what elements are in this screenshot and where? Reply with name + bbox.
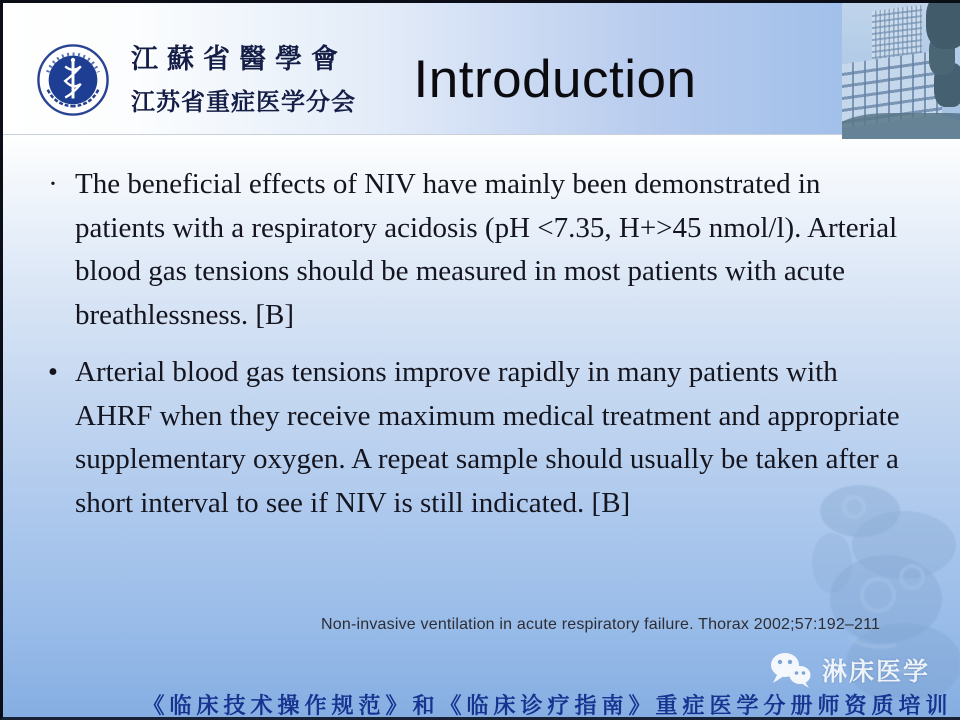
wechat-account-name: 淋床医学 [821, 658, 930, 686]
bullet-marker-icon: • [47, 356, 59, 388]
reference-citation: Non-invasive ventilation in acute respiratory failure. Thorax 2002;57:192–211 [321, 616, 881, 633]
building-tower [872, 5, 922, 73]
bullet-list [31, 163, 935, 539]
trees-silhouette [926, 3, 960, 49]
organization-names [131, 37, 356, 117]
org-line-1: 江蘇省醫學會 [131, 44, 347, 74]
bullet-item [31, 351, 935, 525]
bullet-text: The beneficial effects of NIV have mainly been demonstrated in patients with a respiratory acidosis (pH <7.35, H+>45 nmol/l). Arterial blood gas tensions should be measured in most patients with acute breathlessness. [B] [75, 168, 898, 331]
medical-association-emblem-icon [36, 43, 110, 117]
bullet-item [31, 163, 935, 337]
bullet-marker-icon: · [48, 168, 58, 200]
wechat-logo-icon [769, 651, 813, 689]
training-program-line: 《临床技术操作规范》和《临床诊疗指南》重症医学分册师资质培训 [142, 693, 953, 718]
foliage-silhouette [842, 113, 960, 139]
building-block [842, 50, 942, 128]
slide-header [3, 3, 960, 134]
wechat-account-badge [769, 651, 930, 689]
bullet-text: Arterial blood gas tensions improve rapidly in many patients with AHRF when they receive maximum medical treatment and appropriate supplementary oxygen. A repeat sample should usually be taken after a short interval to see if NIV is still indicated. [B] [75, 356, 900, 519]
building-photo [842, 3, 960, 139]
slide-title: Introduction [413, 50, 697, 109]
org-line-2: 江苏省重症医学分会 [131, 90, 356, 116]
